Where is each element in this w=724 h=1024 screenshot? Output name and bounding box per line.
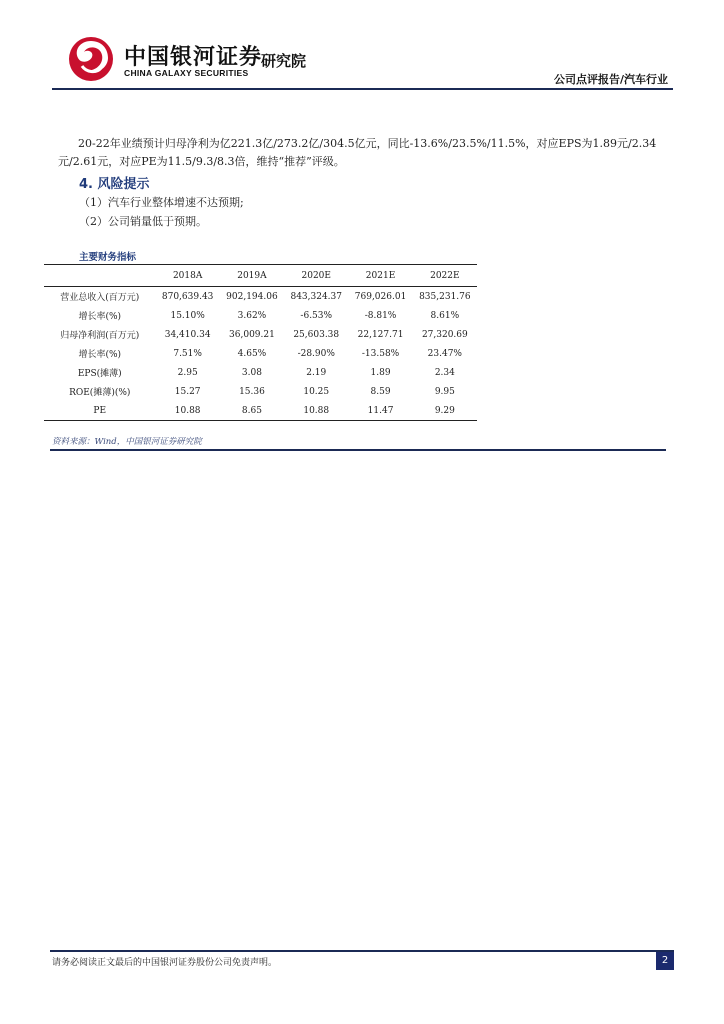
table-cell: 15.36 — [239, 386, 265, 397]
table-cell: 835,231.76 — [419, 291, 471, 302]
table-cell: -28.90% — [297, 348, 335, 359]
row-label: 增长率(%) — [78, 312, 122, 322]
table-cell: 843,324.37 — [290, 291, 342, 302]
row-label: 营业总收入(百万元) — [60, 293, 140, 303]
table-cell: 11.47 — [367, 405, 394, 416]
table-row — [44, 344, 477, 363]
table-row — [44, 287, 477, 307]
header-divider — [52, 88, 673, 90]
table-cell: 27,320.69 — [421, 329, 468, 340]
row-label: EPS(摊薄) — [77, 369, 122, 379]
table-title: 主要财务指标 — [79, 252, 137, 263]
header-cell: 2018A — [172, 270, 203, 281]
table-cell: 34,410.34 — [164, 329, 211, 340]
table-cell: -13.58% — [361, 348, 400, 359]
table-cell: 15.10% — [170, 310, 205, 321]
table-cell: -6.53% — [300, 310, 333, 321]
table-cell: 15.27 — [174, 386, 201, 397]
source-divider — [50, 449, 666, 451]
table-cell: 2.34 — [434, 367, 455, 378]
table-cell: 2.95 — [177, 367, 198, 378]
row-label: 归母净利润(百万元) — [60, 331, 140, 341]
row-label: PE — [93, 405, 107, 416]
header-cell: 2020E — [301, 270, 331, 281]
table-cell: 36,009.21 — [229, 329, 275, 340]
page-number: 2 — [656, 952, 674, 970]
table-cell: 10.88 — [174, 405, 201, 416]
header-cell — [44, 265, 156, 287]
table-cell: 7.51% — [173, 348, 202, 359]
row-label: 增长率(%) — [78, 350, 122, 360]
table-row — [44, 306, 477, 325]
header-cell: 2021E — [365, 270, 396, 281]
financial-table — [44, 264, 477, 421]
table-cell: 8.61% — [430, 310, 460, 321]
table-cell: 8.65 — [241, 405, 262, 416]
table-row — [44, 382, 477, 401]
table-cell: 10.25 — [303, 386, 330, 397]
table-cell: 22,127.71 — [357, 329, 404, 340]
table-cell: 769,026.01 — [354, 291, 407, 302]
table-cell: 3.08 — [241, 367, 262, 378]
table-cell: 9.29 — [434, 405, 455, 416]
institute-name: 研究院 — [261, 52, 307, 70]
risk-item: （2）公司销量低于预期。 — [79, 215, 207, 228]
table-cell: 1.89 — [370, 367, 391, 378]
report-category: 公司点评报告/汽车行业 — [553, 73, 668, 86]
galaxy-logo-icon — [68, 36, 114, 82]
table-cell: -8.81% — [364, 310, 397, 321]
table-cell: 902,194.06 — [226, 291, 278, 302]
section-heading-risk: 4. 风险提示 — [79, 177, 150, 192]
source-note: 资料来源：Wind，中国银河证券研究院 — [52, 437, 202, 447]
risk-item: （1）汽车行业整体增速不达预期; — [79, 196, 244, 209]
company-name: 中国银河证券 — [124, 45, 263, 70]
table-row — [44, 325, 477, 344]
table-cell: 9.95 — [434, 386, 455, 397]
header-cell: 2022E — [430, 270, 460, 281]
table-row — [44, 401, 477, 421]
table-cell: 3.62% — [237, 310, 267, 321]
table-cell: 870,639.43 — [161, 291, 214, 302]
table-header-row — [44, 265, 477, 287]
header-cell: 2019A — [237, 270, 267, 281]
disclaimer-text: 请务必阅读正文最后的中国银河证券股份公司免责声明。 — [52, 958, 278, 968]
table-cell: 23.47% — [427, 348, 462, 359]
table-cell: 25,603.38 — [293, 329, 340, 340]
row-label: ROE(摊薄)(%) — [69, 388, 131, 398]
table-cell: 4.65% — [237, 348, 267, 359]
table-cell: 10.88 — [303, 405, 330, 416]
table-cell: 2.19 — [306, 367, 327, 378]
company-english-name: CHINA GALAXY SECURITIES — [124, 68, 249, 78]
table-cell: 8.59 — [370, 386, 391, 397]
forecast-paragraph: 20-22年业绩预计归母净利为亿221.3亿/273.2亿/304.5亿元，同比-13.6%/23.5%/11.5%，对应EPS为1.89元/2.34元/2.61元，对应PE为11.5/9.3/8.3倍，维持“推荐”评级。 — [58, 137, 657, 168]
table-row — [44, 363, 477, 382]
footer-divider — [50, 950, 674, 952]
